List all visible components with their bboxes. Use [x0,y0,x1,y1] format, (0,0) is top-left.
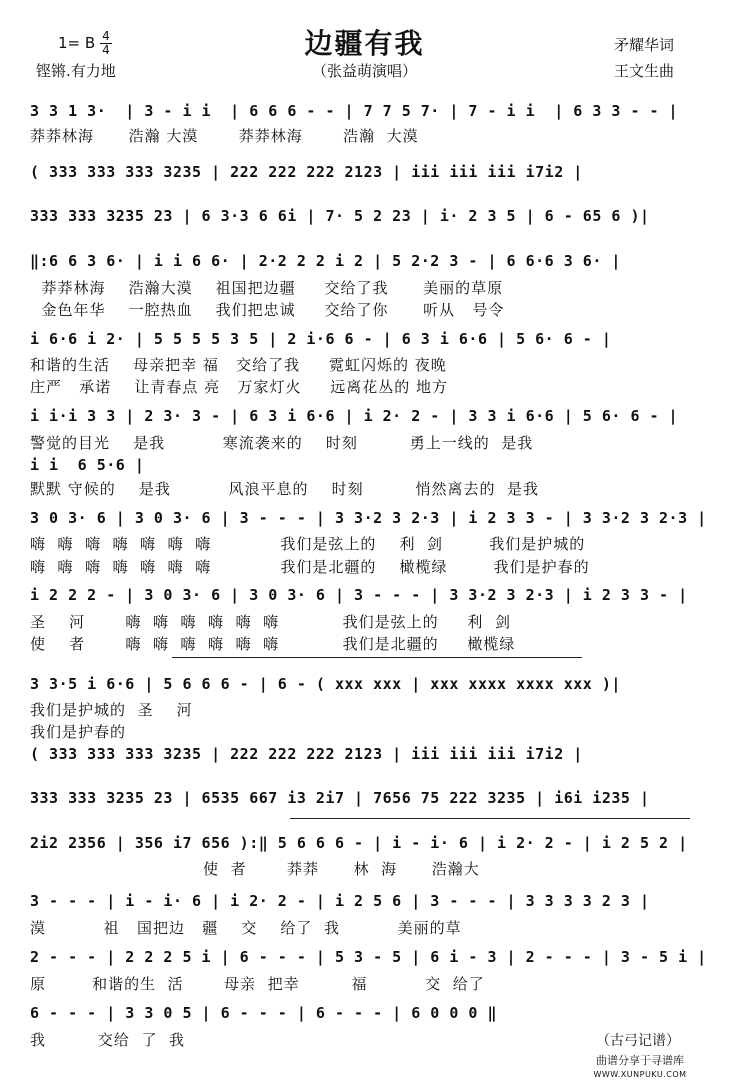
lyric-line: 原 和谐的生 活 母亲 把幸 福 交 给了 [30,975,485,993]
notation-row: 3 3 1 3· | 3 - i i | 6 6 6 - - | 7 7 5 7· | 7 - i i | 6 3 3 - - | [30,102,679,120]
lyric-line: 我们是护城的 圣 河 [30,701,193,719]
notation-row: 2i2 2356 | 356 i7 656 ):‖ 5 6 6 6 - | i - i· 6 | i 2· 2 - | i 2 5 2 | [30,834,688,852]
transcriber-credit: （古弓记谱） [596,1033,680,1049]
time-signature-bottom: 4 [102,43,110,57]
lyric-line: 嗨 嗨 嗨 嗨 嗨 嗨 嗨 我们是弦上的 利 剑 我们是护城的 [30,535,586,553]
composer-credit: 王文生曲 [614,62,675,80]
lyric-line: 庄严 承诺 让青春点 亮 万家灯火 远离花丛的 地方 [30,378,449,396]
notation-row: i 6·6 i 2· | 5 5 5 5 3 5 | 2 i·6 6 - | 6 3 i 6·6 | 5 6· 6 - | [30,330,612,348]
watermark-text: 曲谱分享于寻谱库 [596,1054,684,1067]
notation-row: 3 - - - | i - i· 6 | i 2· 2 - | i 2 5 6 | 3 - - - | 3 3 3 3 2 3 | [30,892,650,910]
notation-row: 333 333 3235 23 | 6 3·3 6 6i | 7· 5 2 23 | i· 2 3 5 | 6 - 65 6 )| [30,207,650,225]
lyric-line: 莽莽林海 浩瀚大漠 祖国把边疆 交给了我 美丽的草原 [30,279,504,297]
lyric-line: 我 交给 了 我 [30,1031,185,1049]
key-signature: 1= B [58,34,96,52]
notation-row: 3 3·5 i 6·6 | 5 6 6 6 - | 6 - ( xxx xxx | xxx xxxx xxxx xxx )| [30,675,621,693]
notation-row: 6 - - - | 3 3 0 5 | 6 - - - | 6 - - - | 6 0 0 0 ‖ [30,1004,498,1022]
lyric-line: 嗨 嗨 嗨 嗨 嗨 嗨 嗨 我们是北疆的 橄榄绿 我们是护春的 [30,558,590,576]
lyric-line: 使 者 莽莽 林 海 浩瀚大 [30,860,480,878]
song-title: 边疆有我 [304,27,425,60]
lyric-line: 和谐的生活 母亲把幸 福 交给了我 霓虹闪烁的 夜晚 [30,356,447,374]
volta-bracket-2 [290,818,690,819]
notation-row: 2 - - - | 2 2 2 5 i | 6 - - - | 5 3 - 5 | 6 i - 3 | 2 - - - | 3 - 5 i | [30,948,707,966]
lyric-line: 我们是护春的 [30,723,127,741]
time-signature-top: 4 [102,29,110,43]
notation-row: ( 333 333 333 3235 | 222 222 222 2123 | iii iii iii i7i2 | [30,745,583,763]
lyric-line: 警觉的目光 是我 寒流袭来的 时刻 勇上一线的 是我 [30,434,534,452]
notation-row: i i·i 3 3 | 2 3· 3 - | 6 3 i 6·6 | i 2· 2 - | 3 3 i 6·6 | 5 6· 6 - | [30,407,679,425]
notation-row: ‖:6 6 3 6· | i i 6 6· | 2·2 2 2 i 2 | 5 2·2 3 - | 6 6·6 3 6· | [30,252,621,270]
lyric-line: 圣 河 嗨 嗨 嗨 嗨 嗨 嗨 我们是弦上的 利 剑 [30,613,511,631]
time-signature [99,30,113,57]
lyric-line: 漠 祖 国把边 疆 交 给了 我 美丽的草 [30,919,462,937]
volta-bracket-1 [172,657,582,658]
notation-row: i 2 2 2 - | 3 0 3· 6 | 3 0 3· 6 | 3 - - - | 3 3·2 3 2·3 | i 2 3 3 - | [30,586,688,604]
tempo-marking: 铿锵.有力地 [36,62,116,80]
lyric-line: 莽莽林海 浩瀚 大漠 莽莽林海 浩瀚 大漠 [30,127,419,145]
lyric-line: 金色年华 一腔热血 我们把忠诚 交给了你 听从 号令 [30,301,505,319]
lyric-line: 使 者 嗨 嗨 嗨 嗨 嗨 嗨 我们是北疆的 橄榄绿 [30,635,516,653]
notation-row: 333 333 3235 23 | 6535 667 i3 2i7 | 7656 75 222 3235 | i6i i235 | [30,789,650,807]
notation-row: i i 6 5·6 | [30,456,145,474]
notation-row: 3 0 3· 6 | 3 0 3· 6 | 3 - - - | 3 3·2 3 2·3 | i 2 3 3 - | 3 3·2 3 2·3 | [30,509,707,527]
notation-row: ( 333 333 333 3235 | 222 222 222 2123 | iii iii iii i7i2 | [30,163,583,181]
site-watermark [560,1052,720,1079]
singer-credit: （张益萌演唱） [311,62,417,80]
lyric-line: 默默 守候的 是我 风浪平息的 时刻 悄然离去的 是我 [30,480,540,498]
lyricist-credit: 矛耀华词 [614,36,675,54]
watermark-url: WWW.XUNPUKU.COM [593,1070,687,1079]
